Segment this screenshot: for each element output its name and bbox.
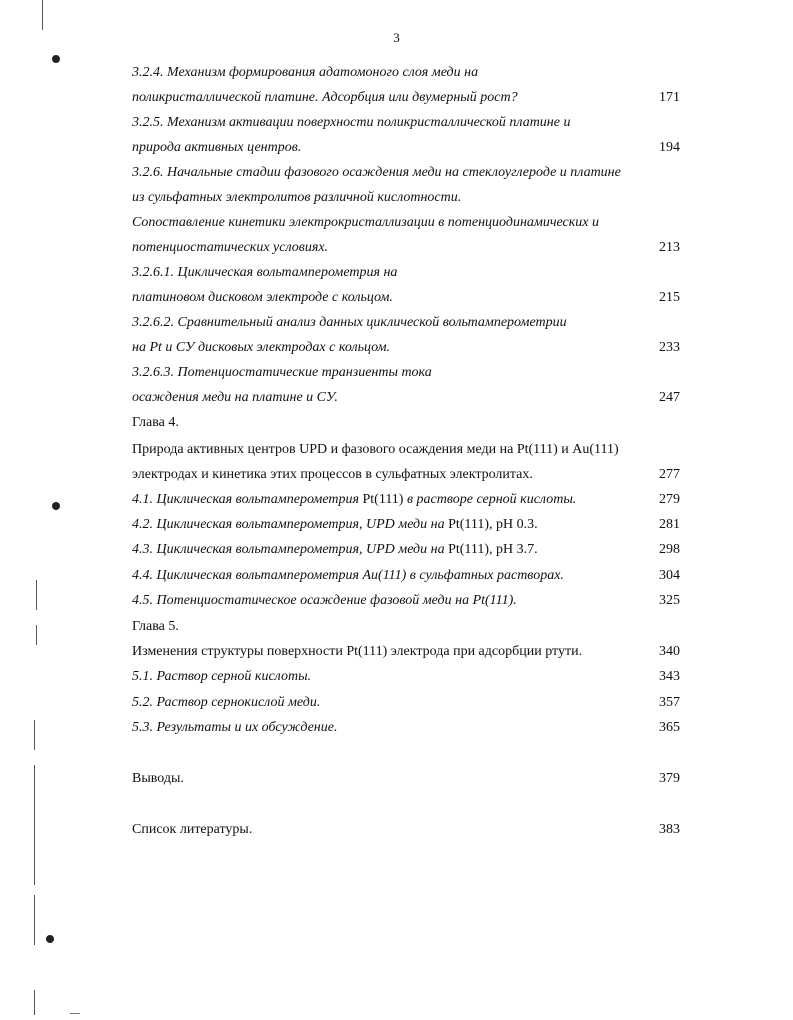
scan-edge-line xyxy=(34,990,35,1015)
punch-hole-mark xyxy=(52,502,60,510)
scan-edge-line xyxy=(34,895,35,945)
scan-edge-line xyxy=(34,720,35,750)
scan-edge-mark xyxy=(70,1013,80,1014)
scan-edge-line xyxy=(42,0,43,30)
page-number: 3 xyxy=(393,30,400,45)
scan-edge-line xyxy=(36,580,37,610)
scan-edge-line xyxy=(36,625,37,645)
scan-edge-line xyxy=(34,765,35,885)
punch-hole-mark xyxy=(46,935,54,943)
punch-hole-mark xyxy=(52,55,60,63)
